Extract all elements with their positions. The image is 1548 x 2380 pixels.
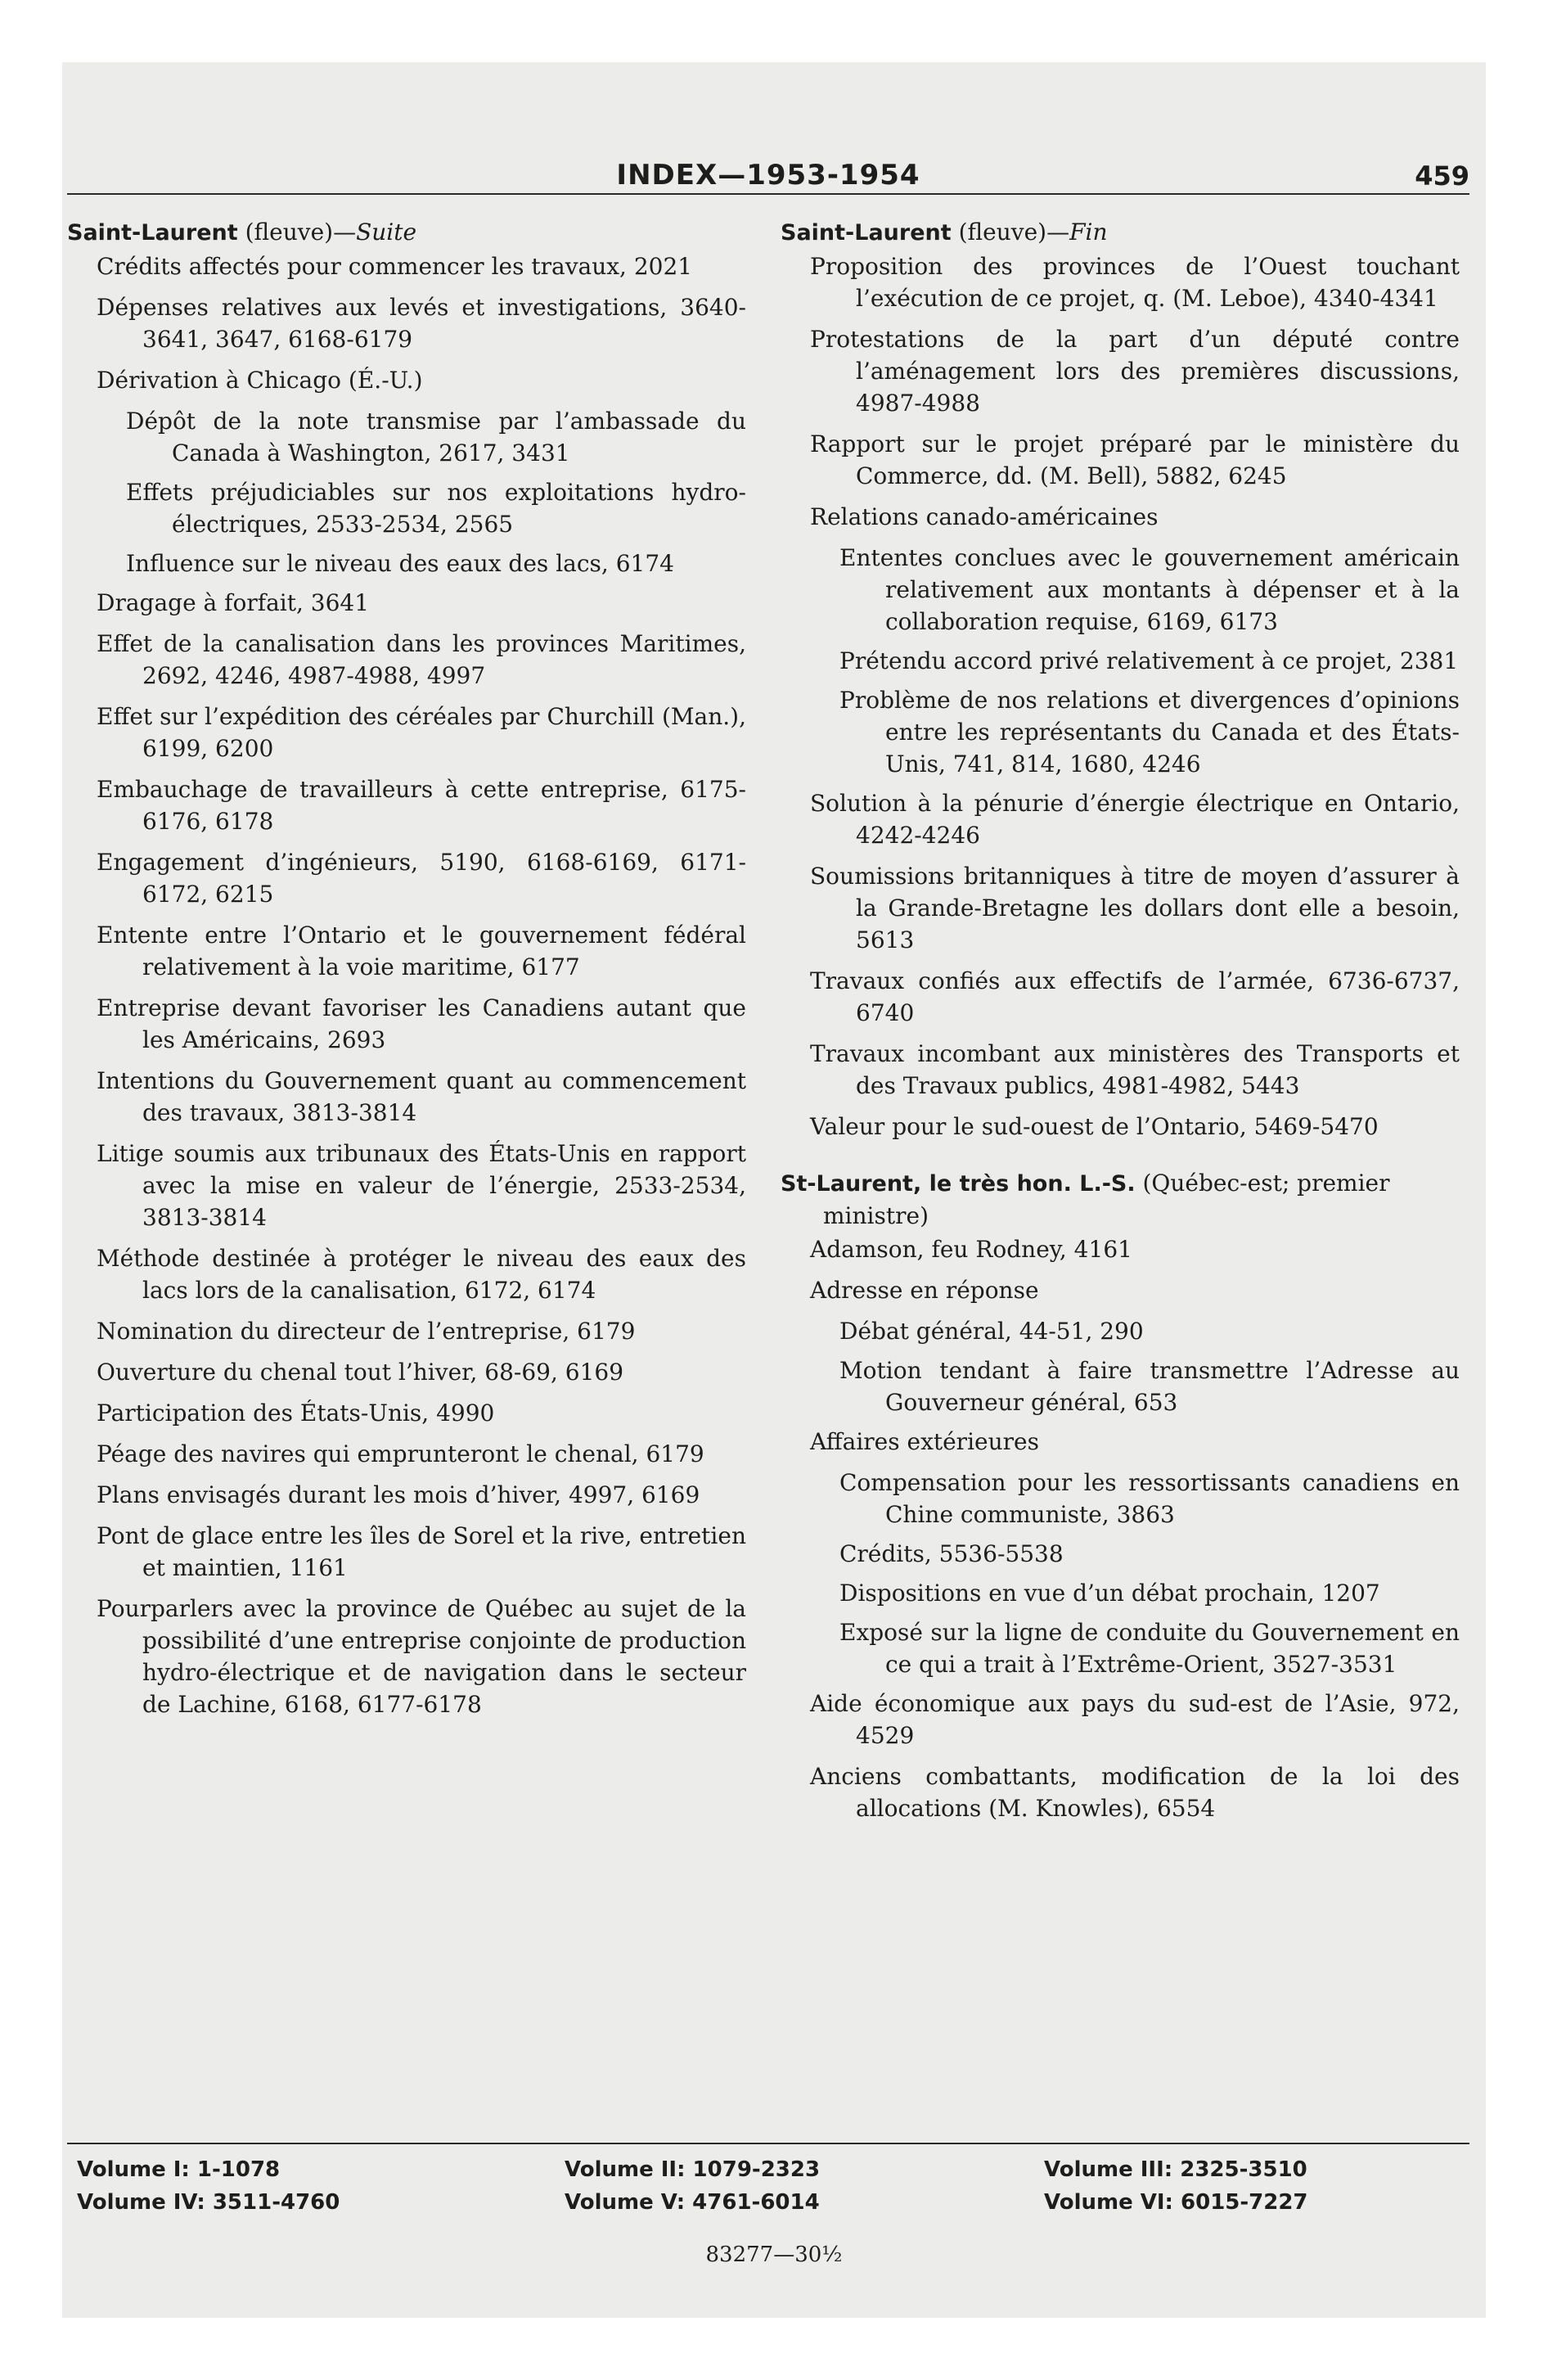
heading-qualifier: (fleuve)—	[237, 219, 357, 246]
index-entry: Solution à la pénurie d’énergie électrique en Ontario, 4242-4246	[810, 790, 1460, 849]
index-entry: Valeur pour le sud-ouest de l’Ontario, 5469-5470	[810, 1113, 1379, 1140]
index-entry: Embauchage de travailleurs à cette entreprise, 6175-6176, 6178	[97, 776, 746, 835]
heading-qualifier: (Québec-est; premier ministre)	[823, 1170, 1390, 1229]
index-heading	[67, 216, 746, 249]
index-entry: Soumissions britanniques à titre de moyen d’assurer à la Grande-Bretagne les dollars dont elle a besoin, 5613	[810, 863, 1460, 953]
page-header	[67, 159, 1469, 192]
index-entry-list	[781, 1233, 1460, 1824]
heading-name: Saint-Laurent	[67, 220, 238, 246]
volume-range: Volume VI: 6015-7227	[1044, 2190, 1308, 2215]
index-entry: Intentions du Gouvernement quant au commencement des travaux, 3813-3814	[97, 1067, 746, 1126]
right-column	[781, 216, 1460, 1833]
index-subentry: Prétendu accord privé relativement à ce projet, 2381	[839, 647, 1459, 674]
index-subentry: Exposé sur la ligne de conduite du Gouvernement en ce qui a trait à l’Extrême-Orient, 3527-3531	[839, 1619, 1460, 1678]
index-entry: Ouverture du chenal tout l’hiver, 68-69, 6169	[97, 1359, 624, 1386]
left-column	[67, 216, 746, 1729]
index-entry: Dragage à forfait, 3641	[97, 589, 370, 616]
volume-range: Volume V: 4761-6014	[565, 2190, 820, 2215]
index-entry: Dépenses relatives aux levés et investigations, 3640-3641, 3647, 6168-6179	[97, 294, 746, 353]
footer-rule	[67, 2143, 1469, 2144]
index-entry: Rapport sur le projet préparé par le ministère du Commerce, dd. (M. Bell), 5882, 6245	[810, 430, 1460, 489]
index-entry-list	[67, 250, 746, 1720]
header-rule	[67, 193, 1469, 195]
index-entry: Aide économique aux pays du sud-est de l’Asie, 972, 4529	[810, 1690, 1460, 1749]
heading-qualifier: (fleuve)—	[951, 219, 1070, 246]
index-entry: Affaires extérieures	[810, 1428, 1039, 1455]
index-entry-list	[781, 250, 1460, 1143]
index-subentry: Ententes conclues avec le gouvernement américain relativement aux montants à dépenser et à la collaboration requise, 6169, 6173	[839, 544, 1460, 635]
index-subentry: Effets préjudiciables sur nos exploitations hydro-électriques, 2533-2534, 2565	[126, 479, 746, 538]
index-entry: Pourparlers avec la province de Québec au sujet de la possibilité d’une entreprise conjointe de production hydro-électrique et de navigation dans le secteur de Lachine, 6168, 6177-6178	[97, 1595, 746, 1718]
index-entry: Protestations de la part d’un député contre l’aménagement lors des premières discussions, 4987-4988	[810, 326, 1460, 417]
running-title: INDEX—1953-1954	[616, 159, 920, 192]
index-heading-second	[781, 1167, 1460, 1232]
index-entry: Péage des navires qui emprunteront le chenal, 6179	[97, 1440, 704, 1467]
index-entry: Engagement d’ingénieurs, 5190, 6168-6169, 6171-6172, 6215	[97, 849, 746, 908]
index-entry: Anciens combattants, modification de la loi des allocations (M. Knowles), 6554	[810, 1763, 1460, 1822]
index-subentry: Crédits, 5536-5538	[839, 1540, 1064, 1567]
index-subentry: Problème de nos relations et divergences d’opinions entre les représentants du Canada et des États-Unis, 741, 814, 1680, 4246	[839, 687, 1460, 778]
index-subentry: Dispositions en vue d’un débat prochain, 1207	[839, 1580, 1380, 1607]
index-entry: Travaux confiés aux effectifs de l’armée, 6736-6737, 6740	[810, 967, 1460, 1026]
volume-range: Volume II: 1079-2323	[565, 2157, 821, 2182]
index-entry: Plans envisagés durant les mois d’hiver, 4997, 6169	[97, 1481, 700, 1508]
index-entry: Pont de glace entre les îles de Sorel et la rive, entretien et maintien, 1161	[97, 1522, 746, 1581]
index-entry: Méthode destinée à protéger le niveau des eaux des lacs lors de la canalisation, 6172, 6174	[97, 1245, 746, 1304]
index-entry: Relations canado-américaines	[810, 503, 1159, 530]
printer-signature: 83277—30½	[705, 2243, 843, 2267]
index-entry: Effet sur l’expédition des céréales par Churchill (Man.), 6199, 6200	[97, 703, 746, 762]
index-subentry: Dépôt de la note transmise par l’ambassade du Canada à Washington, 2617, 3431	[126, 408, 746, 467]
index-page	[62, 62, 1486, 2318]
index-entry: Adamson, feu Rodney, 4161	[810, 1236, 1132, 1263]
heading-name: St-Laurent, le très hon. L.-S.	[781, 1171, 1136, 1197]
index-entry: Proposition des provinces de l’Ouest touchant l’exécution de ce projet, q. (M. Leboe), 4340-4341	[810, 253, 1460, 312]
index-entry: Litige soumis aux tribunaux des États-Unis en rapport avec la mise en valeur de l’énergie, 2533-2534, 3813-3814	[97, 1140, 746, 1231]
index-entry: Effet de la canalisation dans les provinces Maritimes, 2692, 4246, 4987-4988, 4997	[97, 630, 746, 689]
page-number: 459	[1415, 160, 1469, 192]
index-entry: Adresse en réponse	[810, 1277, 1039, 1304]
index-heading	[781, 216, 1460, 249]
heading-name: Saint-Laurent	[781, 220, 952, 246]
index-subentry: Compensation pour les ressortissants canadiens en Chine communiste, 3863	[839, 1469, 1460, 1528]
index-subentry: Débat général, 44-51, 290	[839, 1318, 1144, 1345]
index-entry: Entente entre l’Ontario et le gouvernement fédéral relativement à la voie maritime, 6177	[97, 922, 746, 980]
index-subentry: Motion tendant à faire transmettre l’Adresse au Gouverneur général, 653	[839, 1357, 1460, 1416]
index-entry: Entreprise devant favoriser les Canadiens autant que les Américains, 2693	[97, 994, 746, 1053]
volume-range: Volume IV: 3511-4760	[77, 2190, 340, 2215]
heading-continuation: Suite	[356, 219, 417, 246]
index-entry: Crédits affectés pour commencer les travaux, 2021	[97, 253, 693, 280]
volume-range: Volume I: 1-1078	[77, 2157, 281, 2182]
heading-continuation: Fin	[1069, 219, 1108, 246]
index-entry: Nomination du directeur de l’entreprise, 6179	[97, 1318, 636, 1345]
index-entry: Participation des États-Unis, 4990	[97, 1400, 495, 1427]
index-entry: Dérivation à Chicago (É.-U.)	[97, 367, 423, 394]
volume-range: Volume III: 2325-3510	[1044, 2157, 1307, 2182]
index-entry: Travaux incombant aux ministères des Transports et des Travaux publics, 4981-4982, 5443	[810, 1040, 1460, 1099]
index-subentry: Influence sur le niveau des eaux des lacs, 6174	[126, 550, 674, 577]
